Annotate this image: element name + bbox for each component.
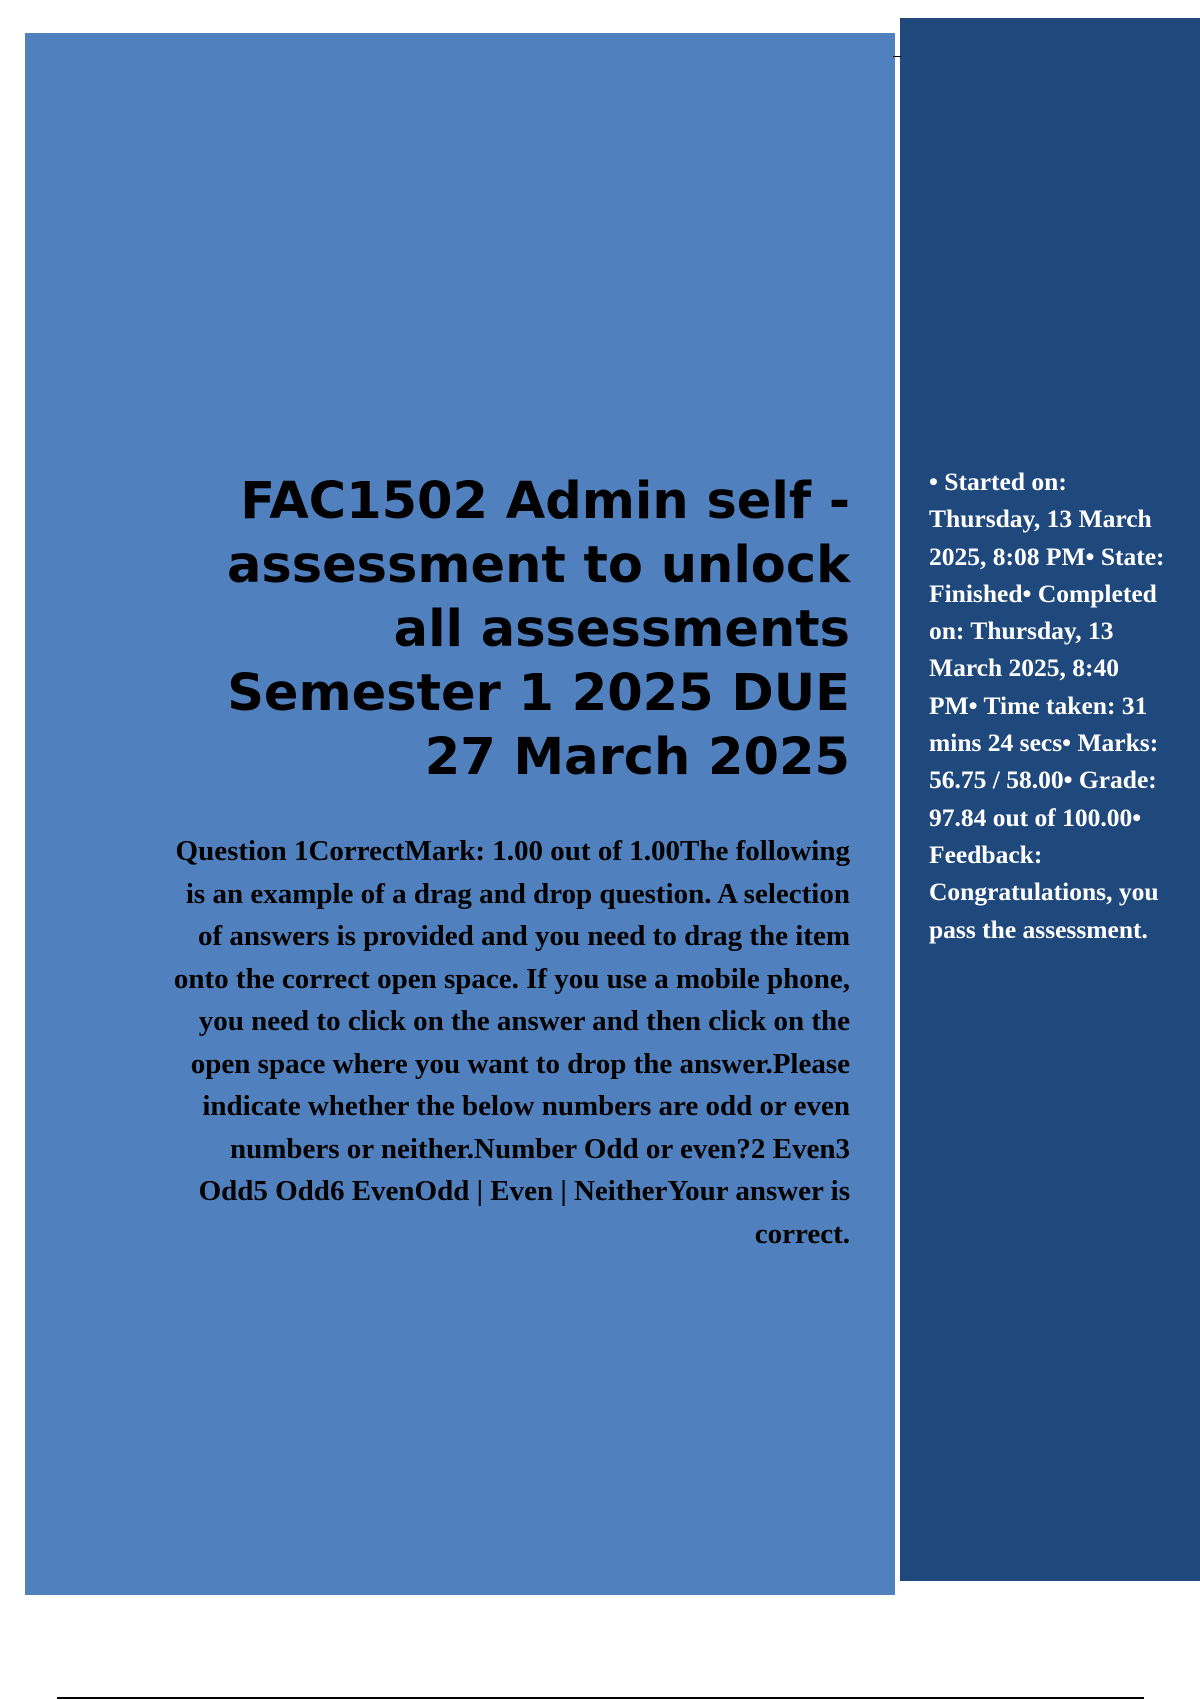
question-text: Question 1CorrectMark: 1.00 out of 1.00The following is an example of a drag and drop question. A selection of answers is provided and you need to drag the item onto the correct open space. If you use a mobile phone, you need to click on the answer and then click on the open space where you want to drop the answer.Please indicate whether the below numbers are odd or even numbers or neither.Number Odd or even?2 Even3 Odd5 Odd6 EvenOdd | Even | NeitherYour answer is correct. — [173, 835, 850, 1250]
document-title: FAC1502 Admin self - assessment to unlock all assessments Semester 1 2025 DUE 27 March 2025 — [226, 472, 850, 787]
header-rule — [893, 56, 901, 57]
attempt-summary: • Started on: Thursday, 13 March 2025, 8:08 PM• State: Finished• Completed on: Thursday, 13 March 2025, 8:40 PM• Time taken: 31 mins 24 secs• Marks: 56.75 / 58.00• Grade: 97.84 out of 100.00• Feedback: Congratulations, you pass the assessment. — [929, 467, 1165, 944]
main-cover-panel — [25, 33, 895, 1595]
footer-rule — [57, 1697, 1144, 1699]
